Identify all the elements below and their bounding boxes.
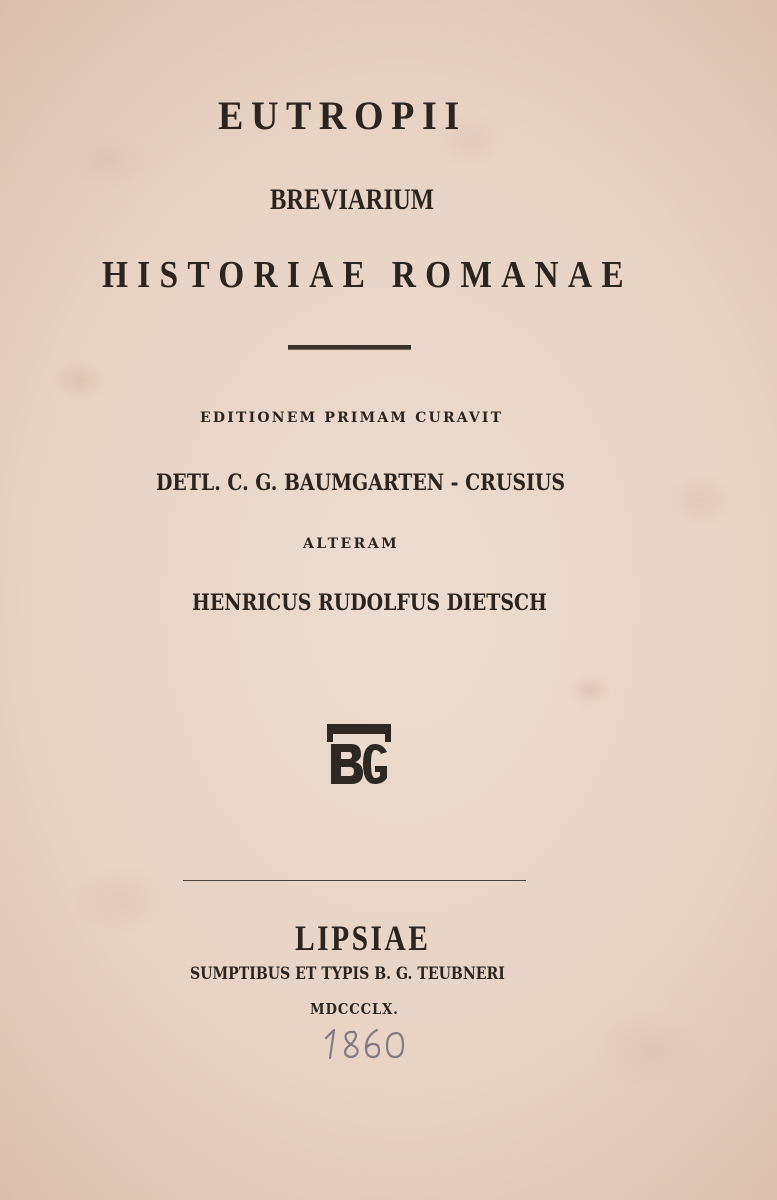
author-title: EUTROPII — [218, 93, 467, 138]
imprint-city: LIPSIAE — [295, 918, 431, 958]
imprint-rule — [183, 880, 526, 881]
handwritten-year-note — [322, 1024, 412, 1064]
second-editor-name: HENRICUS RUDOLFUS DIETSCH — [192, 590, 547, 616]
publisher-monogram-logo — [325, 722, 393, 788]
first-editor-name: DETL. C. G. BAUMGARTEN - CRUSIUS — [156, 470, 566, 496]
subject-title: HISTORIAE ROMANAE — [102, 254, 633, 296]
first-editor-label: EDITIONEM PRIMAM CURAVIT — [200, 410, 504, 426]
second-editor-label: ALTERAM — [303, 536, 400, 552]
imprint-publisher: SUMPTIBUS ET TYPIS B. G. TEUBNERI — [190, 964, 505, 984]
work-title: BREVIARIUM — [270, 183, 435, 216]
decorative-rule — [288, 345, 411, 350]
imprint-year: MDCCCLX. — [310, 1000, 399, 1018]
